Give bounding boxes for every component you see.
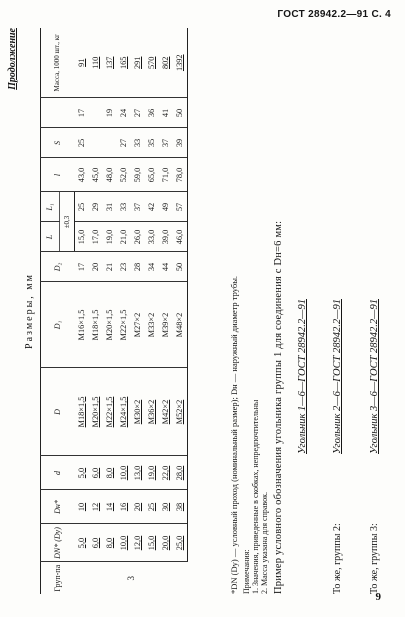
cell-d2: 44	[159, 252, 173, 282]
rotated-content	[7, 28, 397, 594]
table-row	[145, 28, 159, 594]
cell-d: M18×1,5	[75, 368, 90, 456]
cell-d1: M22×1,5	[117, 282, 131, 368]
col-D: D	[41, 368, 75, 456]
example-row-1	[297, 28, 317, 594]
cell-dnh: 10	[75, 490, 90, 524]
cell-s: 24	[117, 98, 131, 128]
cell-d: M30×2	[131, 368, 145, 456]
table-row	[89, 28, 103, 594]
cell-mass: 165	[117, 28, 131, 98]
cell-d: 13,0	[131, 456, 145, 490]
cell-l: 39	[173, 128, 188, 158]
cell-dn: 15,0	[145, 524, 159, 562]
cell-d: 19,0	[145, 456, 159, 490]
cell-dnh: 12	[89, 490, 103, 524]
col-l: l	[41, 158, 75, 192]
cell-dn: 25,0	[173, 524, 188, 562]
cell-s: 41	[159, 98, 173, 128]
col-L1: L₁	[41, 192, 60, 222]
cell-d2: 21	[103, 252, 117, 282]
cell-s	[89, 98, 103, 128]
cell-d1: M20×1,5	[103, 282, 117, 368]
continuation-label: Продолжение	[7, 28, 18, 90]
cell-dnh: 30	[159, 490, 173, 524]
cell-l: 29	[89, 192, 103, 222]
table-row	[173, 28, 188, 594]
example-label-2: То же, группы 2:	[332, 523, 343, 594]
cell-d3: 17,0	[89, 222, 103, 252]
cell-d2: 17	[75, 252, 90, 282]
col-S: S	[41, 128, 75, 158]
cell-l	[103, 128, 117, 158]
cell-s: 17	[75, 98, 90, 128]
cell-s: 50	[173, 98, 188, 128]
cell-l1: 59,0	[131, 158, 145, 192]
cell-dn: 12,0	[131, 524, 145, 562]
cell-l: 57	[173, 192, 188, 222]
cell-d3: 15,0	[75, 222, 90, 252]
cell-mass: 91	[75, 28, 90, 98]
cell-l: 37	[131, 192, 145, 222]
table-row	[131, 28, 145, 594]
cell-l	[89, 128, 103, 158]
cell-d: M24×1,5	[117, 368, 131, 456]
sizes-title: Размеры, мм	[24, 273, 35, 349]
cell-d: M52×2	[173, 368, 188, 456]
notes-title: Примечания:	[242, 549, 251, 594]
cell-d1: M48×2	[173, 282, 188, 368]
cell-l: 49	[159, 192, 173, 222]
cell-l: 33	[117, 192, 131, 222]
cell-d: 28,0	[173, 456, 188, 490]
cell-mass: 802	[159, 28, 173, 98]
cell-d3: 21,0	[117, 222, 131, 252]
cell-l1: 52,0	[117, 158, 131, 192]
cell-d: 10,0	[117, 456, 131, 490]
cell-d2: 28	[131, 252, 145, 282]
cell-d: 8,0	[103, 456, 117, 490]
cell-l1: 43,0	[75, 158, 90, 192]
table-row	[103, 28, 117, 594]
cell-mass: 1392	[173, 28, 188, 98]
footnote: *DN (Dу) — условный проход (номинальный размер); Dн — наружный диаметр трубы.	[229, 275, 239, 594]
cell-dn: 10,0	[117, 524, 131, 562]
col-D1: D₁	[41, 282, 75, 368]
cell-l: 37	[159, 128, 173, 158]
cell-dnh: 38	[173, 490, 188, 524]
cell-mass: 137	[103, 28, 117, 98]
cell-dn: 5,0	[75, 524, 90, 562]
cell-dnh: 14	[103, 490, 117, 524]
cell-d: 22,0	[159, 456, 173, 490]
cell-s: 19	[103, 98, 117, 128]
cell-d: 6,0	[89, 456, 103, 490]
cell-l: 33	[131, 128, 145, 158]
tolerance-label: ±0,3	[60, 192, 75, 252]
cell-d1: M27×2	[131, 282, 145, 368]
cell-d: M20×1,5	[89, 368, 103, 456]
example-row-2	[332, 28, 352, 594]
cell-mass: 570	[145, 28, 159, 98]
note-2: 2. Масса указана для справок.	[260, 491, 269, 594]
cell-mass: 291	[131, 28, 145, 98]
cell-d1: M33×2	[145, 282, 159, 368]
cell-d1: M16×1,5	[75, 282, 90, 368]
cell-dnh: 25	[145, 490, 159, 524]
cell-l: 25	[75, 128, 90, 158]
col-D2: D₂	[41, 252, 75, 282]
cell-dnh: 20	[131, 490, 145, 524]
cell-d: 5,0	[75, 456, 90, 490]
cell-dn: 8,0	[103, 524, 117, 562]
cell-d2: 34	[145, 252, 159, 282]
group-cell: 3	[75, 562, 188, 594]
cell-d2: 50	[173, 252, 188, 282]
cell-d1: M18×1,5	[89, 282, 103, 368]
cell-l1: 48,0	[103, 158, 117, 192]
example-value-2: Угольник 2—6—ГОСТ 28942.2—91	[332, 299, 343, 454]
example-title: Пример условного обозначения угольника группы 1 для соединения с Dн=6 мм:	[273, 220, 284, 594]
cell-s: 36	[145, 98, 159, 128]
cell-mass: 110	[89, 28, 103, 98]
cell-d: M36×2	[145, 368, 159, 456]
page-header: ГОСТ 28942.2—91 С. 4	[277, 9, 391, 20]
col-empty	[41, 98, 75, 128]
cell-dn: 6,0	[89, 524, 103, 562]
col-group: Груп-па	[41, 562, 75, 594]
example-value-1: Угольник 1—6—ГОСТ 28942.2—91	[297, 299, 308, 454]
dimensions-table	[40, 28, 188, 594]
cell-l1: 78,0	[173, 158, 188, 192]
example-value-3: Угольник 3—6—ГОСТ 28942.2—91	[369, 299, 380, 454]
cell-s: 27	[131, 98, 145, 128]
col-dn: DN* (Dу)	[41, 524, 75, 562]
col-d: d	[41, 456, 75, 490]
col-dn-outer: Dн*	[41, 490, 75, 524]
table-row	[159, 28, 173, 594]
note-1: 1. Значения, приведенные в скобках, непредпочтительны	[251, 399, 260, 594]
table-row	[75, 28, 90, 594]
example-row-3	[369, 28, 389, 594]
cell-d3: 46,0	[173, 222, 188, 252]
cell-d2: 20	[89, 252, 103, 282]
cell-l: 27	[117, 128, 131, 158]
cell-d: M22×1,5	[103, 368, 117, 456]
table-row	[117, 28, 131, 594]
page-number: 9	[375, 591, 381, 603]
cell-d3: 26,0	[131, 222, 145, 252]
cell-dnh: 16	[117, 490, 131, 524]
cell-d: M42×2	[159, 368, 173, 456]
cell-l: 35	[145, 128, 159, 158]
cell-l: 42	[145, 192, 159, 222]
cell-d3: 39,0	[159, 222, 173, 252]
cell-l1: 65,0	[145, 158, 159, 192]
cell-l: 25	[75, 192, 90, 222]
cell-d3: 33,0	[145, 222, 159, 252]
col-mass: Масса, 1000 шт., кг	[41, 28, 75, 98]
cell-l1: 71,0	[159, 158, 173, 192]
col-L: L	[41, 222, 60, 252]
cell-dn: 20,0	[159, 524, 173, 562]
cell-d3: 19,0	[103, 222, 117, 252]
cell-l: 31	[103, 192, 117, 222]
cell-l1: 45,0	[89, 158, 103, 192]
cell-d1: M39×2	[159, 282, 173, 368]
cell-d2: 23	[117, 252, 131, 282]
example-label-3: То же, группы 3:	[369, 523, 380, 594]
